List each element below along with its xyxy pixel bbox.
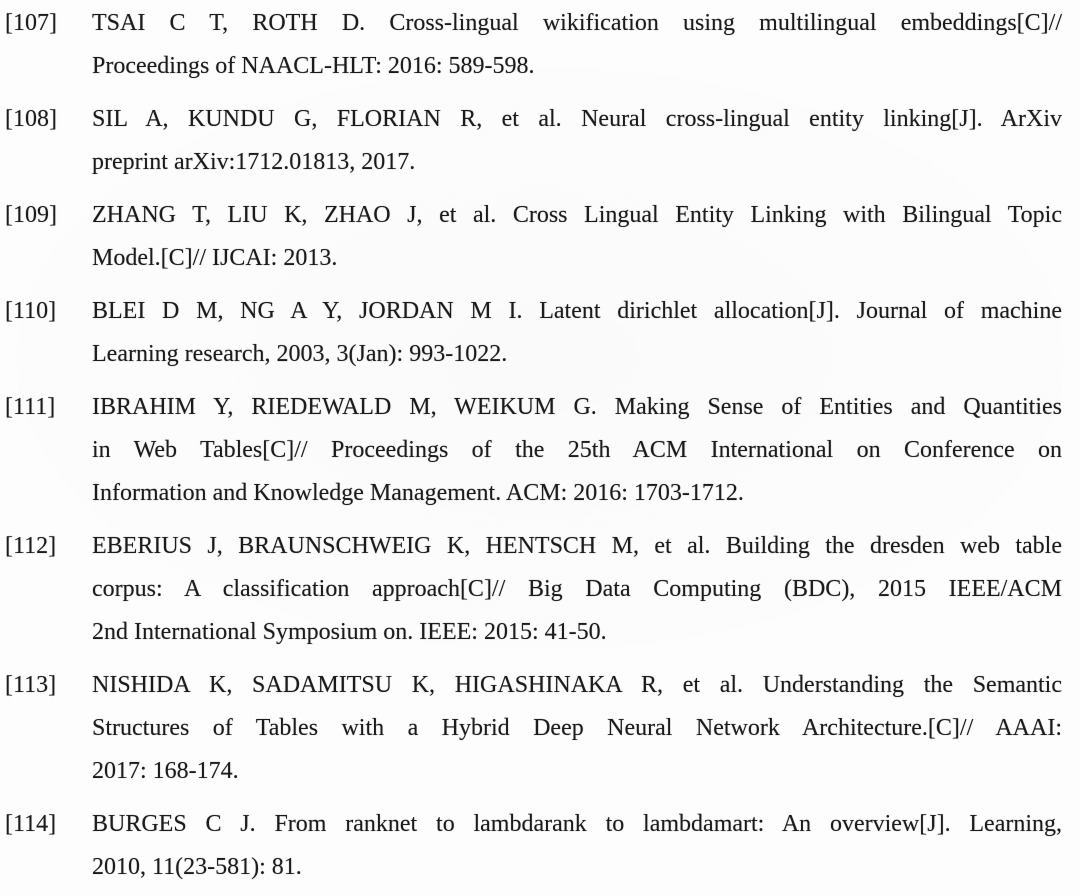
- reference-number: [114]: [5, 811, 57, 837]
- reference-number: [107]: [5, 10, 57, 36]
- reference-line: NISHIDA K, SADAMITSU K, HIGASHINAKA R, et al. Understanding the Semantic: [92, 672, 1062, 698]
- reference-text: [92, 98, 1062, 184]
- reference-entry-112: [5, 525, 1062, 654]
- reference-entry-114: [5, 803, 1062, 889]
- reference-line: BURGES C J. From ranknet to lambdarank to lambdamart: An overview[J]. Learning,: [92, 811, 1062, 837]
- reference-number: [113]: [5, 672, 57, 698]
- reference-entry-109: [5, 194, 1062, 280]
- reference-entry-107: [5, 2, 1062, 88]
- reference-line: Information and Knowledge Management. ACM: 2016: 1703-1712.: [92, 480, 744, 506]
- reference-text: [92, 664, 1062, 793]
- reference-line: 2017: 168-174.: [92, 758, 239, 784]
- reference-line: SIL A, KUNDU G, FLORIAN R, et al. Neural cross-lingual entity linking[J]. ArXiv: [92, 106, 1062, 132]
- reference-number: [110]: [5, 298, 57, 324]
- reference-line: 2nd International Symposium on. IEEE: 2015: 41-50.: [92, 619, 607, 645]
- reference-line: IBRAHIM Y, RIEDEWALD M, WEIKUM G. Making Sense of Entities and Quantities: [92, 394, 1062, 420]
- reference-number: [112]: [5, 533, 57, 559]
- reference-number: [108]: [5, 106, 57, 132]
- reference-entry-108: [5, 98, 1062, 184]
- reference-line: corpus: A classification approach[C]// Big Data Computing (BDC), 2015 IEEE/ACM: [92, 576, 1062, 602]
- reference-line: Proceedings of NAACL-HLT: 2016: 589-598.: [92, 53, 535, 79]
- reference-text: [92, 525, 1062, 654]
- reference-text: [92, 194, 1062, 280]
- reference-text: [92, 803, 1062, 889]
- reference-line: Learning research, 2003, 3(Jan): 993-1022.: [92, 341, 508, 367]
- reference-entry-110: [5, 290, 1062, 376]
- reference-line: preprint arXiv:1712.01813, 2017.: [92, 149, 416, 175]
- reference-line: ZHANG T, LIU K, ZHAO J, et al. Cross Lingual Entity Linking with Bilingual Topic: [92, 202, 1062, 228]
- reference-entry-113: [5, 664, 1062, 793]
- reference-line: EBERIUS J, BRAUNSCHWEIG K, HENTSCH M, et al. Building the dresden web table: [92, 533, 1062, 559]
- reference-line: BLEI D M, NG A Y, JORDAN M I. Latent dirichlet allocation[J]. Journal of machine: [92, 298, 1062, 324]
- reference-line: Structures of Tables with a Hybrid Deep Neural Network Architecture.[C]// AAAI:: [92, 715, 1062, 741]
- reference-number: [111]: [5, 394, 56, 420]
- reference-number: [109]: [5, 202, 57, 228]
- reference-text: [92, 386, 1062, 515]
- reference-line: in Web Tables[C]// Proceedings of the 25th ACM International on Conference on: [92, 437, 1062, 463]
- reference-line: 2010, 11(23-581): 81.: [92, 854, 302, 880]
- reference-line: TSAI C T, ROTH D. Cross-lingual wikification using multilingual embeddings[C]//: [92, 10, 1062, 36]
- reference-text: [92, 290, 1062, 376]
- reference-line: Model.[C]// IJCAI: 2013.: [92, 245, 338, 271]
- reference-entry-111: [5, 386, 1062, 515]
- reference-text: [92, 2, 1062, 88]
